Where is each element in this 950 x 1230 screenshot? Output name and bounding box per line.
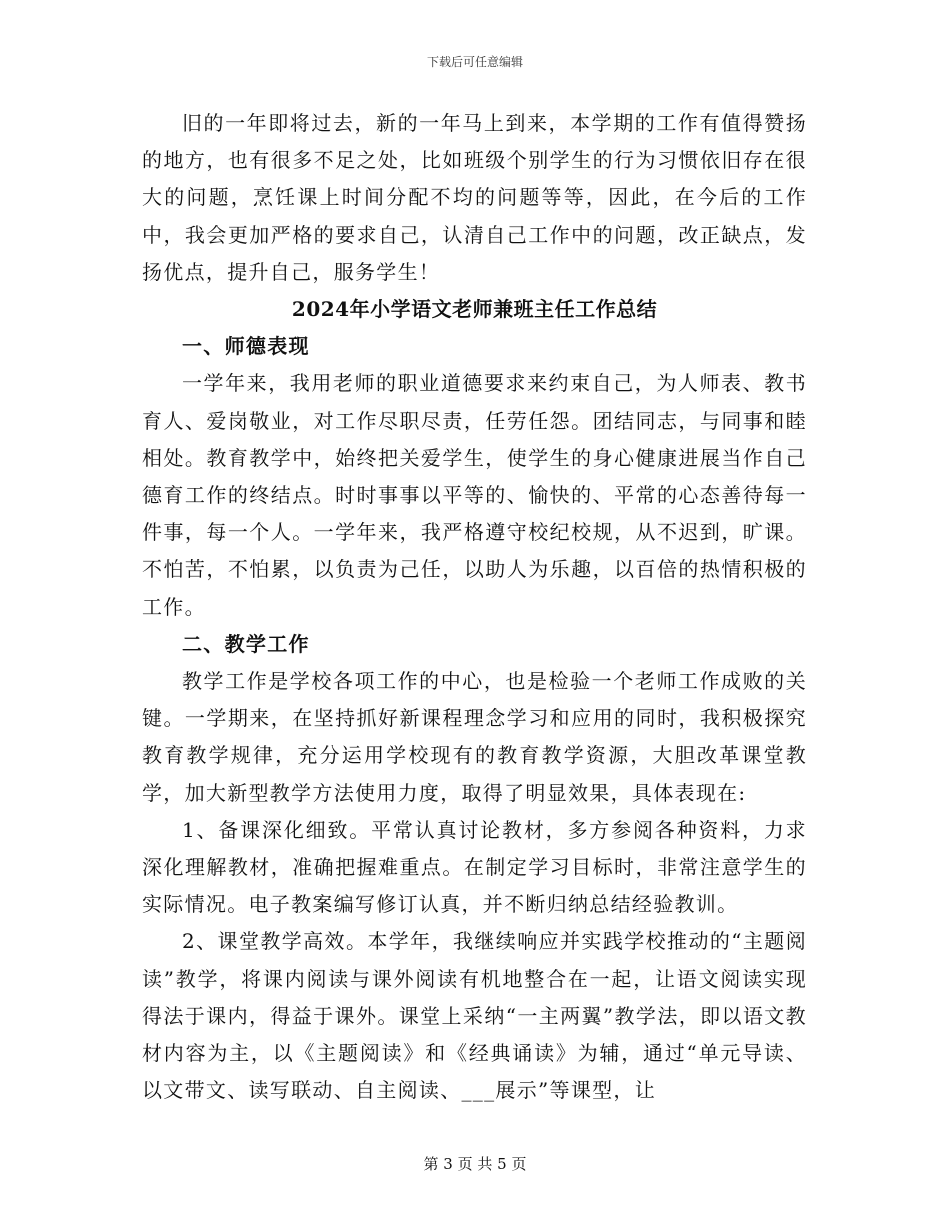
ethics-paragraph: 一学年来，我用老师的职业道德要求来约束自己，为人师表、教书育人、爱岗敬业，对工作尽职尽责，任劳任怨。团结同志，与同事和睦相处。教育教学中，始终把关爱学生，使学生的身心健康进展当作自己德育工作的终结点。时时事事以平等的、愉快的、平常的心态善待每一件事，每一个人。一学年来，我严格遵守校纪校规，从不迟到，旷课。不怕苦，不怕累，以负责为己任，以助人为乐趣，以百倍的热情积极的工作。 bbox=[142, 371, 807, 619]
header-note: 下载后可任意编辑 bbox=[426, 55, 523, 69]
section-heading-teaching: 二、教学工作 bbox=[182, 631, 310, 656]
document-body bbox=[142, 105, 807, 1109]
teaching-paragraph: 教学工作是学校各项工作的中心，也是检验一个老师工作成败的关键。一学期来，在坚持抓好新课程理念学习和应用的同时，我积极探究教育教学规律，充分运用学校现有的教育教学资源，大胆改革课堂教学，加大新型教学方法使用力度，取得了明显效果，具体表现在: bbox=[142, 669, 807, 805]
classroom-teaching-paragraph: 2、课堂教学高效。本学年，我继续响应并实践学校推动的“主题阅读”教学，将课内阅读与课外阅读有机地整合在一起，让语文阅读实现得法于课内，得益于课外。课堂上采纳“一主两翼”教学法，即以语文教材内容为主，以《主题阅读》和《经典诵读》为辅，通过“单元导读、以文带文、读写联动、自主阅读、___展示”等课型，让 bbox=[142, 929, 807, 1103]
lesson-prep-paragraph: 1、备课深化细致。平常认真讨论教材，多方参阅各种资料，力求深化理解教材，准确把握难重点。在制定学习目标时，非常注意学生的实际情况。电子教案编写修订认真，并不断归纳总结经验教训。 bbox=[142, 817, 807, 917]
document-title: 2024年小学语文老师兼班主任工作总结 bbox=[291, 297, 658, 322]
section-heading-ethics: 一、师德表现 bbox=[182, 334, 310, 359]
intro-paragraph: 旧的一年即将过去，新的一年马上到来，本学期的工作有值得赞扬的地方，也有很多不足之处，比如班级个别学生的行为习惯依旧存在很大的问题，烹饪课上时间分配不均的问题等等，因此，在今后的工作中，我会更加严格的要求自己，认清自己工作中的问题，改正缺点，发扬优点，提升自己，服务学生！ bbox=[142, 111, 807, 284]
page-number: 第 3 页 共 5 页 bbox=[423, 1155, 527, 1173]
